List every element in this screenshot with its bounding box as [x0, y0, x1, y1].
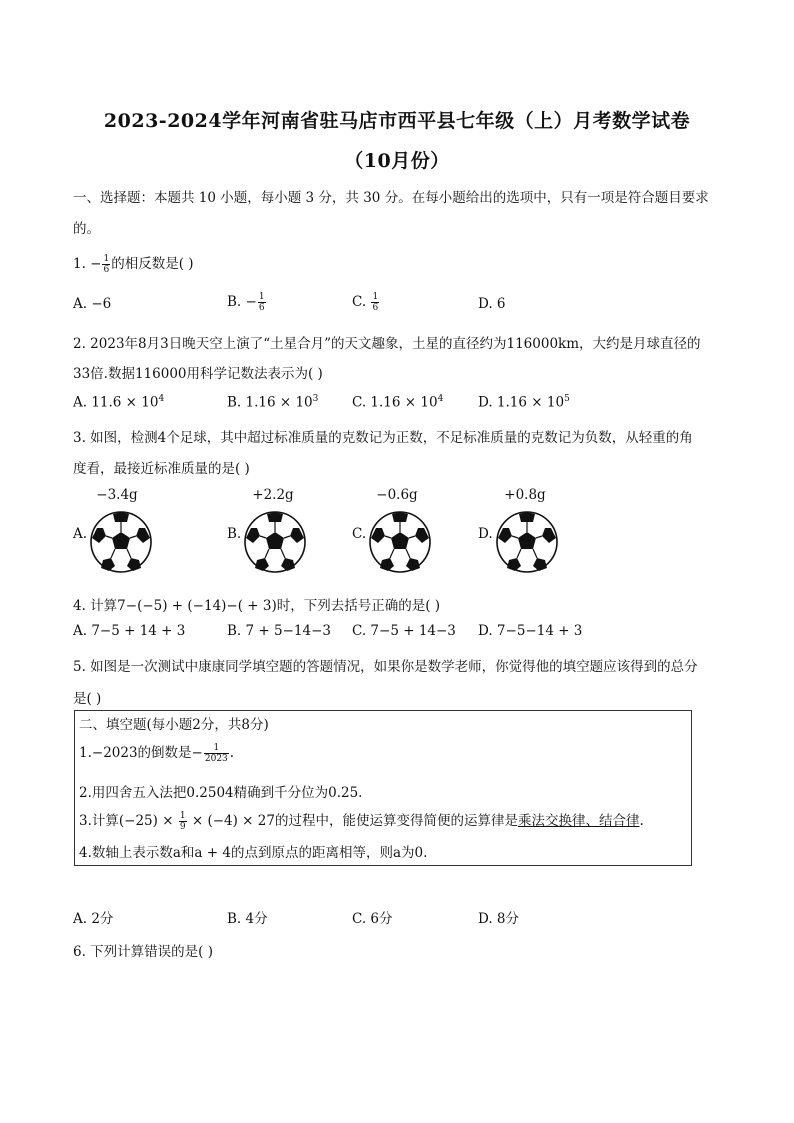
q1-option-b-den: 6: [258, 303, 265, 313]
ball-c-letter[interactable]: C.: [352, 526, 367, 542]
q2-option-b-exp: 3: [312, 394, 319, 404]
answer-sheet-item-2: 2.用四舍五入法把0.2504精确到千分位为0.25.: [79, 785, 363, 801]
q1-option-d[interactable]: D. 6: [478, 296, 506, 312]
answer-sheet-box: [74, 710, 692, 866]
question-2-line2: 33倍.数据116000用科学记数法表示为( ): [73, 366, 323, 382]
ball-b-weight: +2.2g: [252, 487, 294, 503]
q5-option-c[interactable]: C. 6分: [352, 911, 393, 927]
q2-option-d-base: D. 1.16 × 10: [478, 394, 565, 411]
q2-option-a[interactable]: [73, 394, 164, 411]
answer-sheet-item-1: [79, 741, 234, 764]
q1-option-b-fraction: [258, 292, 266, 313]
ball-d-letter[interactable]: D.: [478, 526, 493, 542]
item3-suffix: .: [639, 813, 644, 829]
q1-option-c-prefix: C.: [352, 294, 371, 310]
ball-c-weight: −0.6g: [376, 487, 418, 503]
soccer-ball-icon: [495, 510, 559, 574]
soccer-ball-icon: [89, 510, 153, 574]
q1-fraction: [102, 254, 110, 275]
q1-option-b-num: 1: [258, 292, 265, 302]
q2-option-c-exp: 4: [437, 394, 444, 404]
question-6-line1: 6. 下列计算错误的是( ): [73, 944, 213, 960]
soccer-ball-icon: [243, 510, 307, 574]
soccer-ball-icon: [368, 510, 432, 574]
q1-option-c[interactable]: [352, 292, 380, 313]
q1-suffix: 的相反数是( ): [111, 256, 194, 272]
q1-option-c-num: 1: [372, 292, 379, 302]
question-5-line2: 是( ): [73, 691, 102, 707]
answer-sheet-item-3: [79, 809, 644, 832]
exam-subtitle: （10月份）: [344, 150, 450, 172]
q1-option-c-den: 6: [372, 303, 379, 313]
ball-a-letter[interactable]: A.: [73, 526, 88, 542]
q1-frac-num: 1: [103, 254, 110, 264]
q4-option-b[interactable]: B. 7 + 5−14−3: [227, 623, 331, 639]
ball-d-weight: +0.8g: [504, 487, 546, 503]
q2-option-a-exp: 4: [158, 394, 165, 404]
q5-option-a[interactable]: A. 2分: [73, 911, 114, 927]
exam-title: 2023-2024学年河南省驻马店市西平县七年级（上）月考数学试卷: [103, 110, 691, 132]
item1-den: 2023: [204, 754, 228, 764]
question-3-line1: 3. 如图，检测4个足球，其中超过标准质量的克数记为正数，不足标准质量的克数记为负数，从轻重的角: [73, 430, 693, 446]
q1-option-b[interactable]: [227, 292, 267, 313]
ball-a-weight: −3.4g: [96, 487, 138, 503]
question-4-line1: 4. 计算7−(−5) + (−14)−( + 3)时，下列去括号正确的是( ): [73, 598, 441, 614]
q1-prefix: 1. −: [73, 256, 102, 272]
q5-option-d[interactable]: D. 8分: [478, 911, 520, 927]
q2-option-c-base: C. 1.16 × 10: [352, 394, 438, 411]
question-3-line2: 度看，最接近标准质量的是( ): [73, 461, 250, 477]
question-5-line1: 5. 如图是一次测试中康康同学填空题的答题情况，如果你是数学老师，你觉得他的填空题应该得到的总分: [73, 659, 698, 675]
q1-option-c-fraction: [371, 292, 379, 313]
q2-option-c[interactable]: [352, 394, 443, 411]
q5-option-b[interactable]: B. 4分: [227, 911, 268, 927]
q1-option-b-prefix: B. −: [227, 294, 257, 310]
question-2-line1: 2. 2023年8月3日晚天空上演了“土星合月”的天文趣象，土星的直径约为116000km，大约是月球直径的: [73, 336, 701, 352]
item1-prefix: 1.−2023的倒数是−: [79, 745, 203, 761]
q2-option-d-exp: 5: [564, 394, 570, 404]
item3-fraction: [179, 811, 187, 832]
item1-fraction: [204, 743, 229, 764]
section1-instructions-line2: 的。: [73, 221, 100, 237]
item3-den: 9: [179, 822, 186, 832]
item1-num: 1: [204, 743, 229, 754]
q1-option-a[interactable]: A. −6: [73, 296, 112, 312]
question-1: [73, 252, 194, 275]
q4-option-d[interactable]: D. 7−5−14 + 3: [478, 623, 583, 639]
item3-num: 1: [179, 811, 186, 821]
q2-option-b[interactable]: [227, 394, 318, 411]
q2-option-b-base: B. 1.16 × 10: [227, 394, 313, 411]
q1-frac-den: 6: [103, 265, 110, 275]
section1-instructions-line1: 一、选择题：本题共 10 小题，每小题 3 分，共 30 分。在每小题给出的选项中，只有一项是符合题目要求: [73, 190, 709, 206]
answer-sheet-item-4: 4.数轴上表示数a和a + 4的点到原点的距离相等，则a为0.: [79, 845, 428, 861]
q4-option-c[interactable]: C. 7−5 + 14−3: [352, 623, 456, 639]
q2-option-d[interactable]: [478, 394, 570, 411]
item3-middle: × (−4) × 27的过程中，能使运算变得简便的运算律是: [187, 813, 518, 829]
answer-sheet-header: 二、填空题(每小题2分，共8分): [79, 717, 269, 733]
q4-option-a[interactable]: A. 7−5 + 14 + 3: [73, 623, 186, 639]
item3-prefix: 3.计算(−25) ×: [79, 813, 178, 829]
ball-b-letter[interactable]: B.: [227, 526, 242, 542]
q2-option-a-base: A. 11.6 × 10: [73, 394, 159, 411]
item1-suffix: .: [229, 745, 235, 761]
item3-underlined-answer: 乘法交换律、结合律: [517, 813, 640, 829]
